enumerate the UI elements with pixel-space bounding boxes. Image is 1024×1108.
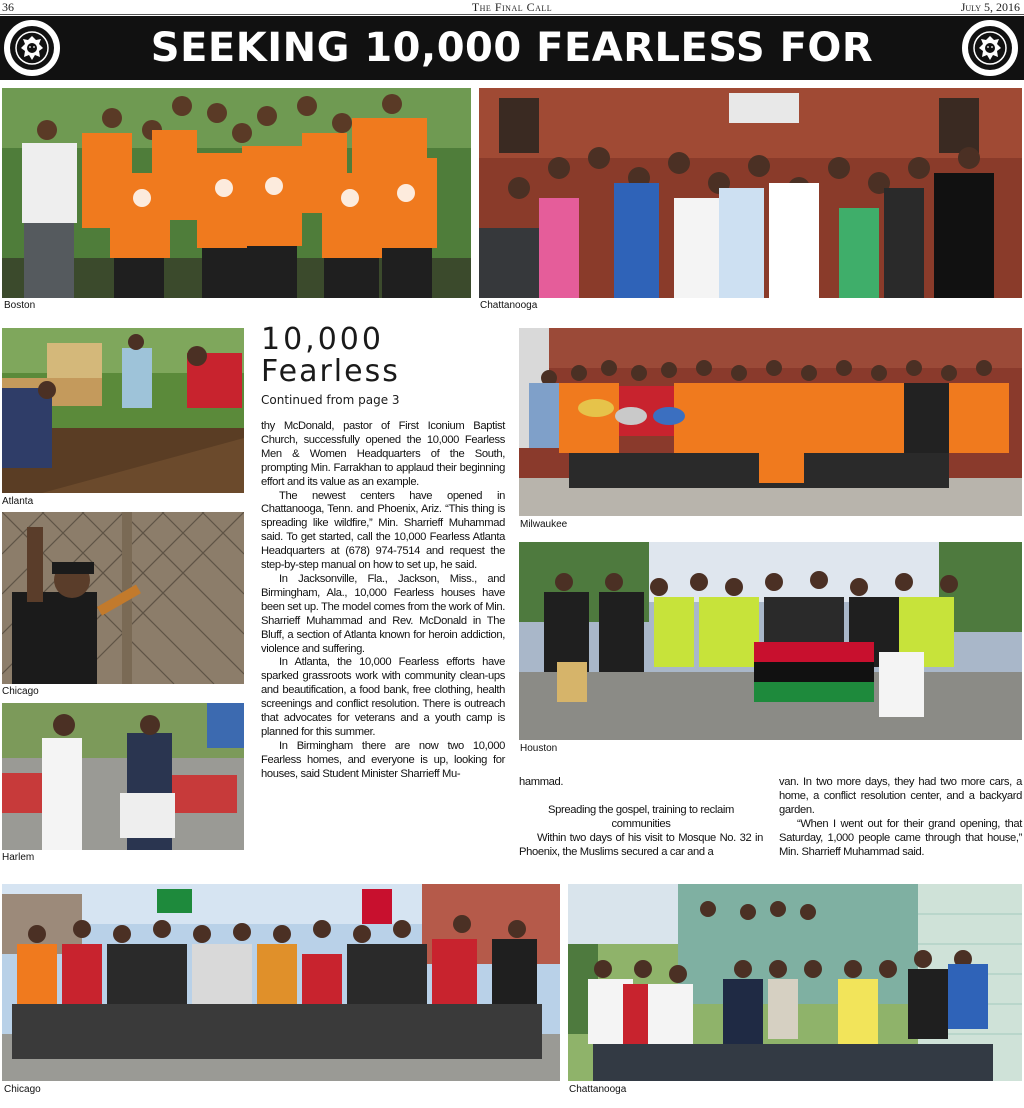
paragraph: van. In two more days, they had two more cars, a home, a conflict resolution center, and a backyard garden. [779, 776, 1022, 816]
article-column-3 [779, 776, 1022, 859]
publication-name: The Final Call [471, 0, 553, 14]
paragraph: Within two days of his visit to Mosque No. 32 in Phoenix, the Muslims secured a car and a [519, 831, 763, 858]
banner-title: SEEKING 10,000 FEARLESS FOR [150, 25, 874, 71]
article-column-1 [261, 420, 505, 782]
photo-caption: Chattanooga [480, 300, 538, 311]
paragraph: In Jacksonville, Fla., Jackson, Miss., and Birmingham, Ala., 10,000 Fearless houses have been set up. The model comes from the work of Min. Sharrieff Muhammad and Rev. McDonald in The Bluff, a section of Atlanta known for heroin addiction, violence and suffering. [261, 572, 505, 655]
photo-chattanooga-crowd [479, 88, 1022, 298]
jump-line: Continued from page 3 [261, 393, 400, 407]
subhead: Spreading the gospel, training to reclaim communities [548, 803, 734, 830]
paragraph: hammad. [519, 776, 564, 788]
issue-date: July 5, 2016 [960, 0, 1020, 14]
photo-caption: Chicago [4, 1084, 41, 1095]
photo-harlem-park [2, 703, 244, 850]
photo-boston [2, 88, 471, 298]
paragraph: In Birmingham there are now two 10,000 Fearless homes, and everyone is up, looking for houses, said Student Minister Sharrieff Mu- [261, 739, 505, 780]
photo-houston [519, 542, 1022, 740]
folio-rule [0, 14, 1024, 15]
photo-caption: Chicago [2, 686, 39, 697]
paragraph: thy McDonald, pastor of First Iconium Baptist Church, successfully opened the 10,000 Fearless Men & Women Headquarters of the South, prompting Min. Farrakhan to applaud their beginning effort and its value as an example. [261, 420, 505, 488]
photo-chicago-fence [2, 512, 244, 684]
lion-emblem-icon [962, 20, 1018, 76]
article-headline-line2: Fearless [261, 354, 400, 389]
article-column-2 [519, 776, 763, 860]
photo-chattanooga-porch [568, 884, 1022, 1081]
article-headline-line1: 10,000 [261, 322, 384, 357]
paragraph: “When I went out for their grand opening, that Saturday, 1,000 people came through that house,” Min. Sharrieff Muhammad said. [779, 817, 1022, 858]
lion-emblem-icon [4, 20, 60, 76]
photo-atlanta-garden [2, 328, 244, 493]
photo-chicago-rally [2, 884, 560, 1081]
page-number: 36 [2, 0, 14, 14]
photo-caption: Milwaukee [520, 519, 568, 530]
photo-caption: Chattanooga [569, 1084, 627, 1095]
photo-caption: Houston [520, 743, 558, 754]
photo-caption: Harlem [2, 852, 35, 863]
photo-milwaukee [519, 328, 1022, 516]
photo-caption: Boston [4, 300, 36, 311]
paragraph: The newest centers have opened in Chattanooga, Tenn. and Phoenix, Ariz. “This thing is spreading like wildfire,” Min. Sharrieff Muhammad said. To get started, call the 10,000 Fearless Atlanta Headquarters at (678) 974-7514 and request the step-by-step manual on how to set up, he said. [261, 489, 505, 572]
photo-caption: Atlanta [2, 496, 34, 507]
paragraph: In Atlanta, the 10,000 Fearless efforts have sparked grassroots work with community clean-ups and beautification, a food bank, free clothing, health screenings and conflict resolution. There is outreach that advocates for veterans and a youth camp is planned for this summer. [261, 656, 505, 738]
